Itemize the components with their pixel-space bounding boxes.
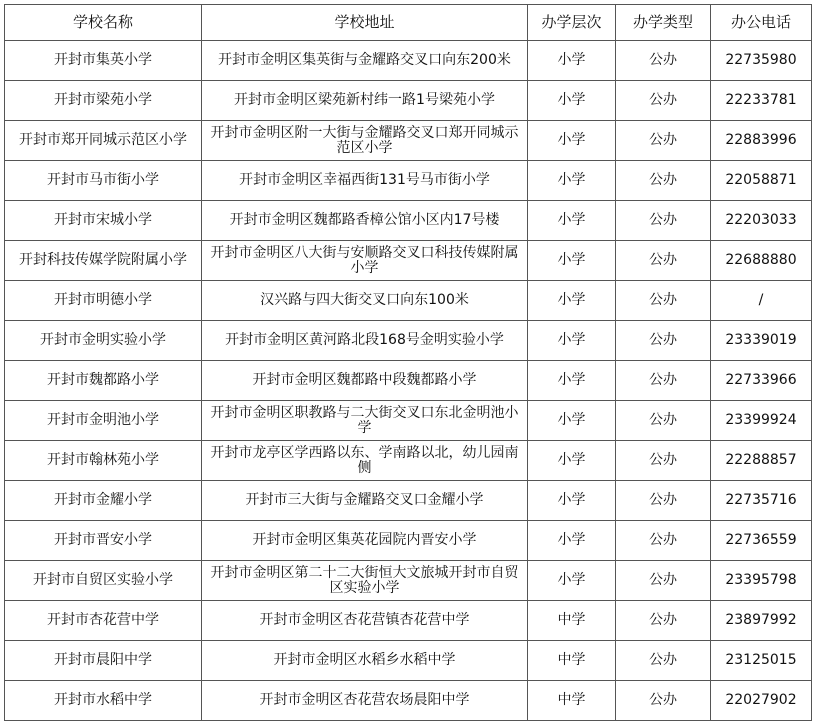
school-level-cell: 小学 (528, 481, 616, 521)
school-address-cell: 开封市金明区梁苑新村纬一路1号梁苑小学 (202, 81, 528, 121)
header-school-level: 办学层次 (528, 5, 616, 41)
office-phone-cell: 22736559 (711, 521, 812, 561)
school-level-cell: 小学 (528, 81, 616, 121)
office-phone-cell: 23399924 (711, 401, 812, 441)
office-phone-cell: 22733966 (711, 361, 812, 401)
table-row (5, 521, 812, 561)
school-address-cell: 开封市金明区黄河路北段168号金明实验小学 (202, 321, 528, 361)
school-type-cell: 公办 (616, 241, 711, 281)
school-address-cell: 开封市金明区集英街与金耀路交叉口向东200米 (202, 41, 528, 81)
school-type-cell: 公办 (616, 161, 711, 201)
school-type-cell: 公办 (616, 641, 711, 681)
school-type-cell: 公办 (616, 521, 711, 561)
school-level-cell: 小学 (528, 441, 616, 481)
school-level-cell: 小学 (528, 321, 616, 361)
school-level-cell: 小学 (528, 41, 616, 81)
school-address-cell: 开封市金明区魏都路中段魏都路小学 (202, 361, 528, 401)
office-phone-cell: 22058871 (711, 161, 812, 201)
school-level-cell: 中学 (528, 681, 616, 721)
school-level-cell: 小学 (528, 561, 616, 601)
table-row (5, 281, 812, 321)
school-name-cell: 开封市晋安小学 (5, 521, 202, 561)
table-row (5, 481, 812, 521)
school-name-cell: 开封市宋城小学 (5, 201, 202, 241)
table-row (5, 41, 812, 81)
school-name-cell: 开封市明德小学 (5, 281, 202, 321)
table-row (5, 201, 812, 241)
office-phone-cell: 22735980 (711, 41, 812, 81)
school-address-cell: 开封市金明区杏花营农场晨阳中学 (202, 681, 528, 721)
office-phone-cell: 23897992 (711, 601, 812, 641)
school-level-cell: 中学 (528, 641, 616, 681)
school-level-cell: 小学 (528, 161, 616, 201)
school-level-cell: 中学 (528, 601, 616, 641)
table-row (5, 121, 812, 161)
school-name-cell: 开封市金耀小学 (5, 481, 202, 521)
school-level-cell: 小学 (528, 361, 616, 401)
school-name-cell: 开封科技传媒学院附属小学 (5, 241, 202, 281)
school-type-cell: 公办 (616, 121, 711, 161)
school-address-cell: 开封市金明区集英花园院内晋安小学 (202, 521, 528, 561)
office-phone-cell: 23395798 (711, 561, 812, 601)
school-name-cell: 开封市自贸区实验小学 (5, 561, 202, 601)
school-type-cell: 公办 (616, 321, 711, 361)
school-name-cell: 开封市翰林苑小学 (5, 441, 202, 481)
school-address-cell: 开封市金明区职教路与二大街交叉口东北金明池小学 (202, 401, 528, 441)
office-phone-cell: / (711, 281, 812, 321)
school-type-cell: 公办 (616, 441, 711, 481)
school-type-cell: 公办 (616, 201, 711, 241)
school-name-cell: 开封市魏都路小学 (5, 361, 202, 401)
school-name-cell: 开封市郑开同城示范区小学 (5, 121, 202, 161)
school-name-cell: 开封市马市街小学 (5, 161, 202, 201)
table-row (5, 601, 812, 641)
table-row (5, 321, 812, 361)
school-level-cell: 小学 (528, 401, 616, 441)
office-phone-cell: 22883996 (711, 121, 812, 161)
school-level-cell: 小学 (528, 521, 616, 561)
school-address-cell: 开封市金明区杏花营镇杏花营中学 (202, 601, 528, 641)
school-name-cell: 开封市金明实验小学 (5, 321, 202, 361)
school-type-cell: 公办 (616, 481, 711, 521)
school-address-cell: 开封市金明区水稻乡水稻中学 (202, 641, 528, 681)
school-type-cell: 公办 (616, 401, 711, 441)
school-address-cell: 开封市金明区幸福西街131号马市街小学 (202, 161, 528, 201)
table-header (5, 5, 812, 41)
office-phone-cell: 22233781 (711, 81, 812, 121)
office-phone-cell: 22735716 (711, 481, 812, 521)
table-row (5, 241, 812, 281)
table-row (5, 401, 812, 441)
school-type-cell: 公办 (616, 361, 711, 401)
office-phone-cell: 22203033 (711, 201, 812, 241)
school-level-cell: 小学 (528, 281, 616, 321)
table-row (5, 561, 812, 601)
school-level-cell: 小学 (528, 241, 616, 281)
school-name-cell: 开封市杏花营中学 (5, 601, 202, 641)
school-type-cell: 公办 (616, 81, 711, 121)
table-row (5, 361, 812, 401)
school-type-cell: 公办 (616, 561, 711, 601)
header-school-name: 学校名称 (5, 5, 202, 41)
header-row (5, 5, 812, 41)
school-address-cell: 开封市三大街与金耀路交叉口金耀小学 (202, 481, 528, 521)
office-phone-cell: 22688880 (711, 241, 812, 281)
table-row (5, 681, 812, 721)
school-address-cell: 开封市金明区魏都路香樟公馆小区内17号楼 (202, 201, 528, 241)
header-office-phone: 办公电话 (711, 5, 812, 41)
school-address-cell: 汉兴路与四大街交叉口向东100米 (202, 281, 528, 321)
table-row (5, 641, 812, 681)
office-phone-cell: 22288857 (711, 441, 812, 481)
school-name-cell: 开封市金明池小学 (5, 401, 202, 441)
table-row (5, 81, 812, 121)
school-address-cell: 开封市金明区附一大街与金耀路交叉口郑开同城示范区小学 (202, 121, 528, 161)
school-address-cell: 开封市金明区八大街与安顺路交叉口科技传媒附属小学 (202, 241, 528, 281)
table-row (5, 441, 812, 481)
school-address-cell: 开封市龙亭区学西路以东、学南路以北，幼儿园南侧 (202, 441, 528, 481)
header-school-type: 办学类型 (616, 5, 711, 41)
school-type-cell: 公办 (616, 601, 711, 641)
school-type-cell: 公办 (616, 281, 711, 321)
office-phone-cell: 22027902 (711, 681, 812, 721)
school-table (4, 4, 812, 721)
school-name-cell: 开封市水稻中学 (5, 681, 202, 721)
school-name-cell: 开封市晨阳中学 (5, 641, 202, 681)
school-type-cell: 公办 (616, 681, 711, 721)
office-phone-cell: 23125015 (711, 641, 812, 681)
office-phone-cell: 23339019 (711, 321, 812, 361)
table-body (5, 41, 812, 721)
school-level-cell: 小学 (528, 201, 616, 241)
school-level-cell: 小学 (528, 121, 616, 161)
school-name-cell: 开封市集英小学 (5, 41, 202, 81)
school-type-cell: 公办 (616, 41, 711, 81)
table-row (5, 161, 812, 201)
header-school-address: 学校地址 (202, 5, 528, 41)
school-address-cell: 开封市金明区第二十二大街恒大文旅城开封市自贸区实验小学 (202, 561, 528, 601)
school-name-cell: 开封市梁苑小学 (5, 81, 202, 121)
